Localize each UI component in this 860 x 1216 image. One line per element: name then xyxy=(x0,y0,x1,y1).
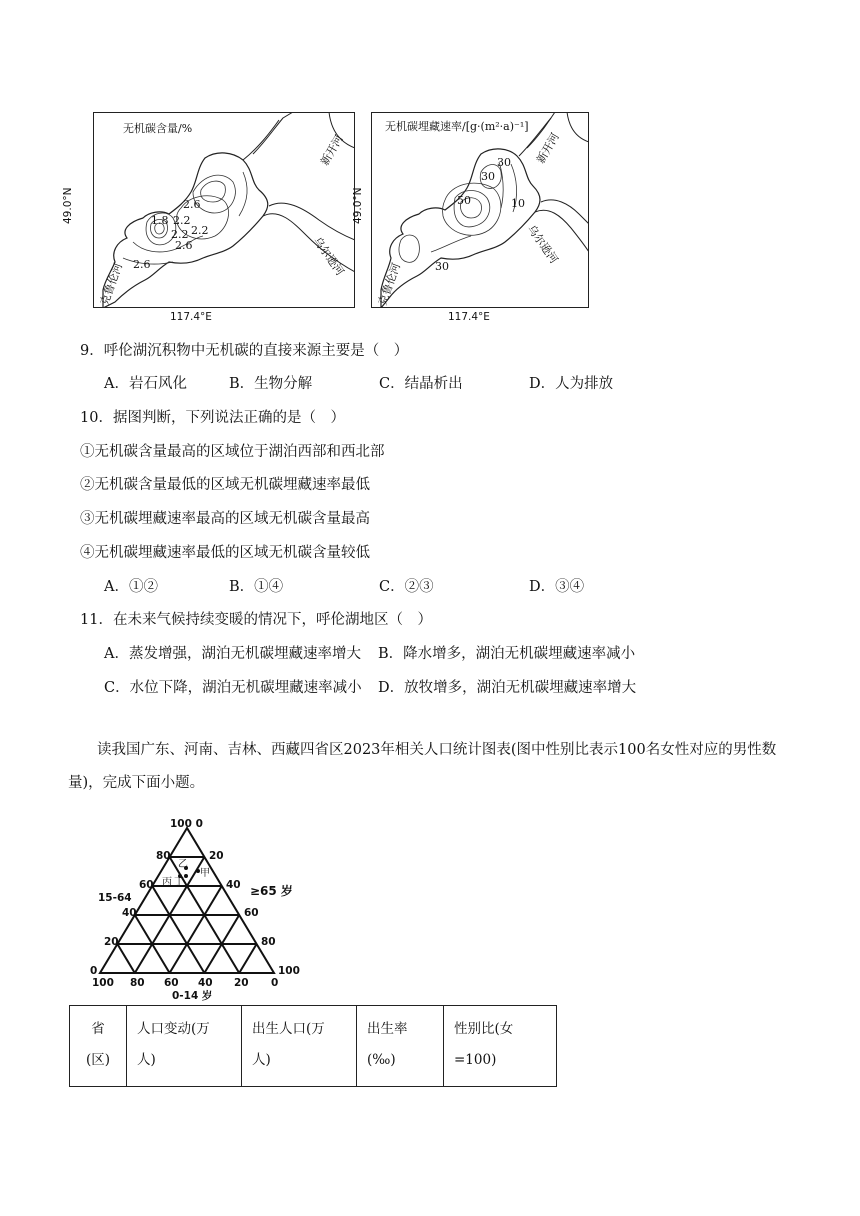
q11-option-c[interactable]: C．水位下降，湖泊无机碳埋藏速率减小 xyxy=(104,680,362,696)
map-inorganic-carbon-content xyxy=(93,112,355,308)
header-province xyxy=(70,1006,127,1087)
header-line: 出生率 xyxy=(367,1021,408,1037)
header-line: 出生人口(万 xyxy=(252,1021,325,1037)
contour-label: 2.6 xyxy=(183,198,201,211)
header-line: 人口变动(万 xyxy=(137,1021,210,1037)
header-line: 人) xyxy=(252,1052,271,1068)
ternary-left-axis-label: 15-64 xyxy=(98,892,132,904)
map-inorganic-carbon-burial-rate xyxy=(371,112,589,308)
point-label-bing: 丙 xyxy=(162,877,172,888)
map-1-lon-label: 117.4°E xyxy=(170,311,212,323)
q10-option-b[interactable]: B．①④ xyxy=(229,579,284,595)
map-1-title: 无机碳含量/% xyxy=(123,122,193,135)
header-sex-ratio xyxy=(444,1006,557,1087)
map-1-lat-label: 49.0°N xyxy=(62,187,74,224)
table-header-row xyxy=(70,1006,557,1087)
map-2-lon-label: 117.4°E xyxy=(448,311,490,323)
header-population-change xyxy=(127,1006,242,1087)
map-1-figure xyxy=(93,112,355,308)
ternary-bottom-tick: 100 xyxy=(92,977,114,989)
q9-option-b[interactable]: B．生物分解 xyxy=(229,376,313,392)
river-label-xinkai: 新开河 xyxy=(318,132,346,168)
contour-label: 2.6 xyxy=(175,239,193,252)
river-label-kelulun: 克鲁伦河 xyxy=(375,261,404,308)
ternary-bottom-tick: 80 xyxy=(130,977,145,989)
ternary-age-diagram xyxy=(90,818,310,1002)
header-line: 省 xyxy=(91,1021,105,1037)
contour-label: 30 xyxy=(481,170,495,183)
ternary-left-tick: 60 xyxy=(139,879,154,891)
ternary-left-tick: 20 xyxy=(104,936,119,948)
header-line: (区) xyxy=(85,1052,111,1068)
q11-option-a[interactable]: A．蒸发增强，湖泊无机碳埋藏速率增大 xyxy=(104,646,361,662)
ternary-bottom-tick: 40 xyxy=(198,977,213,989)
ternary-right-tick: 40 xyxy=(226,879,241,891)
question-10-stem: 10．据图判断，下列说法正确的是（ ） xyxy=(80,410,345,426)
river-label-wuerxun: 乌尔逊河 xyxy=(524,222,561,267)
ternary-bottom-axis-label: 0-14 岁 xyxy=(172,990,213,1002)
ternary-right-axis-label: ≥65 岁 xyxy=(250,884,293,898)
map-2-lat-label: 49.0°N xyxy=(352,187,364,224)
population-table xyxy=(69,1005,557,1087)
contour-label: 2.2 xyxy=(191,224,209,237)
contour-label: 1.8 xyxy=(151,214,169,227)
point-label-ding: 丁 xyxy=(174,877,184,888)
q10-option-d[interactable]: D．③④ xyxy=(529,579,585,595)
point-label-jia: 甲 xyxy=(200,868,210,879)
river-label-xinkai: 新开河 xyxy=(534,130,562,166)
contour-label: 30 xyxy=(435,260,449,273)
q9-option-c[interactable]: C．结晶析出 xyxy=(379,376,463,392)
question-11-stem: 11．在未来气候持续变暖的情况下，呼伦湖地区（ ） xyxy=(80,612,432,628)
contour-label: 2.2 xyxy=(171,228,189,241)
intro-text: 读我国广东、河南、吉林、西藏四省区2023年相关人口统计图表(图中性别比表示100名女性对应的男性数量)，完成下面小题。 xyxy=(68,742,777,791)
section-intro xyxy=(68,734,788,800)
contour-label: 50 xyxy=(457,194,471,207)
q10-statement-1: ①无机碳含量最高的区域位于湖泊西部和西北部 xyxy=(80,444,385,460)
contour-label: 2.6 xyxy=(133,258,151,271)
ternary-right-tick: 100 xyxy=(278,965,300,977)
ternary-bottom-tick: 0 xyxy=(271,977,279,989)
q10-statement-2: ②无机碳含量最低的区域无机碳埋藏速率最低 xyxy=(80,477,370,493)
q11-option-b[interactable]: B．降水增多，湖泊无机碳埋藏速率减小 xyxy=(378,646,636,662)
contour-label: 10 xyxy=(511,197,525,210)
map-2-title: 无机碳埋藏速率/[g·(m²·a)⁻¹] xyxy=(385,120,529,133)
header-line: 人) xyxy=(137,1052,156,1068)
river-label-kelulun: 克鲁伦河 xyxy=(97,261,126,308)
ternary-top-label: 100 0 xyxy=(170,818,203,830)
contour-label: 2.2 xyxy=(173,214,191,227)
point-label-yi: 乙 xyxy=(178,859,188,870)
ternary-bottom-tick: 60 xyxy=(164,977,179,989)
q9-option-d[interactable]: D．人为排放 xyxy=(529,376,614,392)
q10-option-a[interactable]: A．①② xyxy=(104,579,158,595)
q10-statement-3: ③无机碳埋藏速率最高的区域无机碳含量最高 xyxy=(80,511,370,527)
ternary-left-tick: 80 xyxy=(156,850,171,862)
ternary-right-tick: 60 xyxy=(244,907,259,919)
q10-option-c[interactable]: C．②③ xyxy=(379,579,434,595)
q9-option-a[interactable]: A．岩石风化 xyxy=(104,376,187,392)
contour-label: 30 xyxy=(497,156,511,169)
question-9-stem: 9．呼伦湖沉积物中无机碳的直接来源主要是（ ） xyxy=(80,343,409,359)
q11-option-d[interactable]: D．放牧增多，湖泊无机碳埋藏速率增大 xyxy=(378,680,637,696)
header-line: 性别比(女 xyxy=(454,1021,514,1037)
ternary-left-tick: 0 xyxy=(90,965,98,977)
ternary-left-tick: 40 xyxy=(122,907,137,919)
header-births xyxy=(242,1006,357,1087)
ternary-bottom-tick: 20 xyxy=(234,977,249,989)
ternary-right-tick: 80 xyxy=(261,936,276,948)
river-label-wuerxun: 乌尔逊河 xyxy=(310,234,347,279)
header-line: (‰) xyxy=(367,1052,396,1068)
header-birth-rate xyxy=(357,1006,444,1087)
header-line: =100) xyxy=(454,1052,497,1068)
ternary-right-tick: 20 xyxy=(209,850,224,862)
q10-statement-4: ④无机碳埋藏速率最低的区域无机碳含量较低 xyxy=(80,545,370,561)
